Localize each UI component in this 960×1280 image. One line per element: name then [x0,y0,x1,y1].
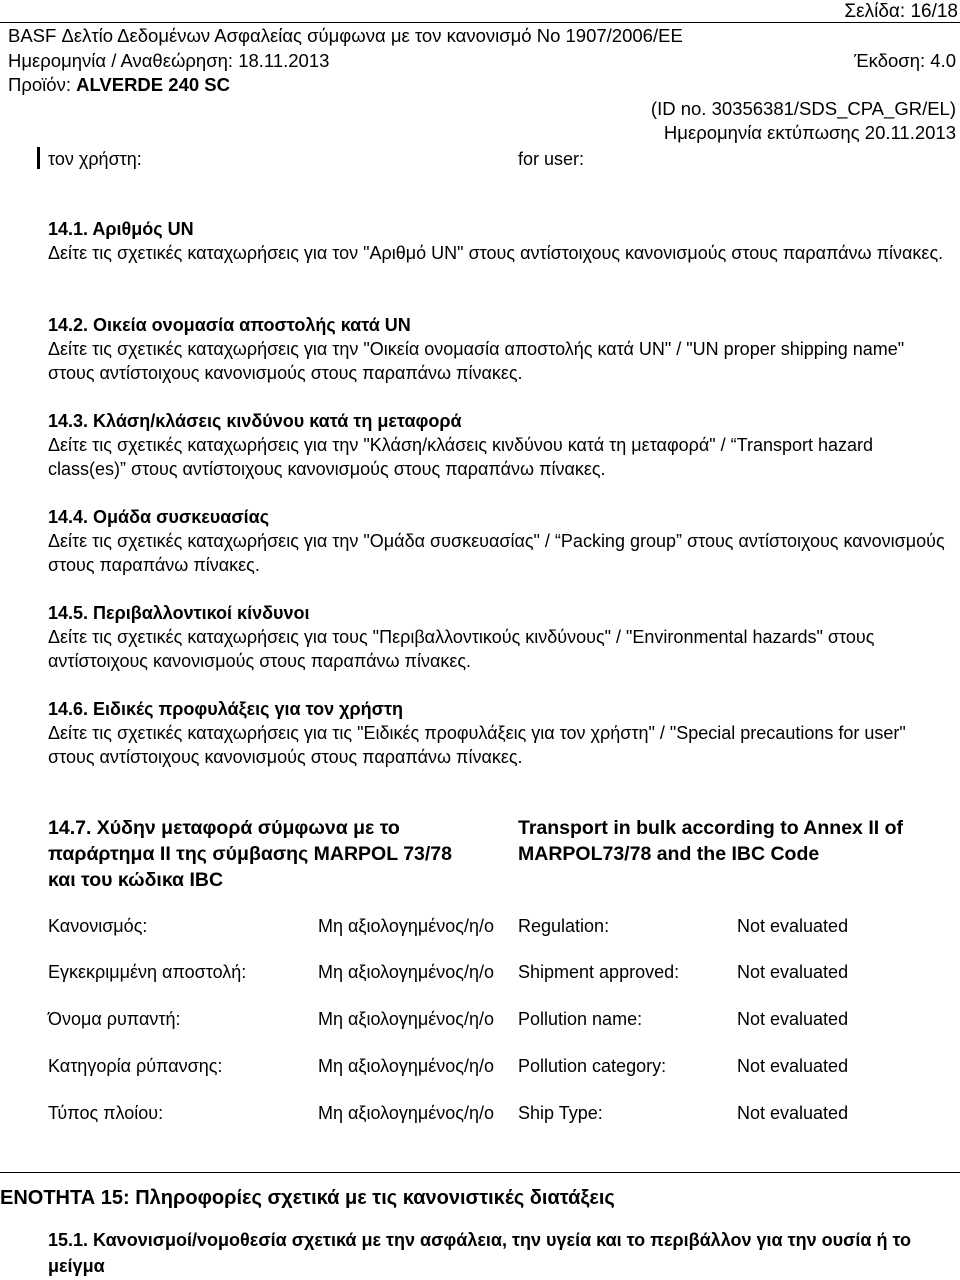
marpol-heading-en: Transport in bulk according to Annex II of MARPOL73/78 and the IBC Code [518,817,903,865]
page-number: Σελίδα: 16/18 [844,1,958,22]
user-label-gr: τον χρήστη: [48,149,142,169]
row-label-en: Pollution category: [518,1056,667,1076]
document-title: BASF Δελτίο Δεδομένων Ασφαλείας σύμφωνα με τον κανονισμό Νο 1907/2006/ΕΕ [8,25,683,46]
section-15-1-heading: 15.1. Κανονισμοί/νομοθεσία σχετικά με την ασφάλεια, την υγεία και το περιβάλλον για την ουσία ή το μείγμα [48,1230,911,1276]
section-14-1 [48,217,948,265]
row-value-gr: Μη αξιολογημένος/η/ο [318,916,494,936]
section-body: Δείτε τις σχετικές καταχωρήσεις για τον "Αριθμό UN" στους αντίστοιχους κανονισμούς στους παραπάνω πίνακες. [48,243,944,263]
section-14-2 [48,313,948,385]
revision-date: Ημερομηνία / Αναθεώρηση: 18.11.2013 [8,50,330,71]
row-label-gr: Όνομα ρυπαντή: [48,1009,181,1029]
section-14-3 [48,409,948,481]
section-body: Δείτε τις σχετικές καταχωρήσεις για την "Ομάδα συσκευασίας" / “Packing group” στους αντίστοιχους κανονισμούς στους παραπάνω πίνακες. [48,531,945,575]
row-label-en: Regulation: [518,916,610,936]
product-label: Προϊόν: [8,74,71,95]
row-value-gr: Μη αξιολογημένος/η/ο [318,1103,494,1123]
section-heading: 14.5. Περιβαλλοντικοί κίνδυνοι [48,603,310,623]
change-bar [37,147,40,169]
product-name: ALVERDE 240 SC [76,74,230,95]
row-value-en: Not evaluated [737,962,849,982]
section-15-title: ΕΝΟΤΗΤΑ 15: Πληροφορίες σχετικά με τις κανονιστικές διατάξεις [0,1187,615,1209]
row-value-gr: Μη αξιολογημένος/η/ο [318,1009,494,1029]
section-14-5 [48,601,948,673]
row-label-gr: Κατηγορία ρύπανσης: [48,1056,223,1076]
section-heading: 14.6. Ειδικές προφυλάξεις για τον χρήστη [48,699,403,719]
row-value-gr: Μη αξιολογημένος/η/ο [318,962,494,982]
section-heading: 14.2. Οικεία ονομασία αποστολής κατά UN [48,315,411,335]
section-heading: 14.1. Αριθμός UN [48,219,194,239]
section-separator [0,1172,960,1173]
section-body: Δείτε τις σχετικές καταχωρήσεις για τις "Ειδικές προφυλάξεις για τον χρήστη" / "Special precautions for user" στους αντίστοιχους κανονισμούς στους παραπάνω πίνακες. [48,723,906,767]
row-label-en: Ship Type: [518,1103,603,1123]
row-label-gr: Τύπος πλοίου: [48,1103,164,1123]
section-heading: 14.4. Ομάδα συσκευασίας [48,507,270,527]
id-number: (ID no. 30356381/SDS_CPA_GR/EL) [650,98,956,119]
product-line [8,73,230,97]
row-value-en: Not evaluated [737,916,849,936]
row-value-en: Not evaluated [737,1056,849,1076]
row-value-en: Not evaluated [737,1009,849,1029]
row-value-en: Not evaluated [737,1103,849,1123]
header-rule [0,22,960,23]
version: Έκδοση: 4.0 [854,50,956,71]
row-label-en: Pollution name: [518,1009,643,1029]
section-body: Δείτε τις σχετικές καταχωρήσεις για την "Κλάση/κλάσεις κινδύνου κατά τη μεταφορά" / “Transport hazard class(es)” στους αντίστοιχους κανονισμούς στους παραπάνω πίνακες. [48,435,874,479]
section-heading: 14.3. Κλάση/κλάσεις κινδύνου κατά τη μεταφορά [48,411,462,431]
marpol-heading-gr: 14.7. Χύδην μεταφορά σύμφωνα με το παράρτημα II της σύμβασης MARPOL 73/78 και του κώδικα IBC [48,817,452,891]
row-label-en: Shipment approved: [518,962,680,982]
row-label-gr: Εγκεκριμμένη αποστολή: [48,962,247,982]
user-label-en: for user: [518,149,585,169]
section-14-6 [48,697,948,769]
section-body: Δείτε τις σχετικές καταχωρήσεις για την "Οικεία ονομασία αποστολής κατά UN" / "UN proper shipping name" στους αντίστοιχους κανονισμούς στους παραπάνω πίνακες. [48,339,905,383]
row-value-gr: Μη αξιολογημένος/η/ο [318,1056,494,1076]
section-14-4 [48,505,948,577]
print-date: Ημερομηνία εκτύπωσης 20.11.2013 [663,122,956,143]
section-body: Δείτε τις σχετικές καταχωρήσεις για τους "Περιβαλλοντικούς κινδύνους" / "Environmental hazards" στους αντίστοιχους κανονισμούς στους παραπάνω πίνακες. [48,627,875,671]
row-label-gr: Κανονισμός: [48,916,148,936]
